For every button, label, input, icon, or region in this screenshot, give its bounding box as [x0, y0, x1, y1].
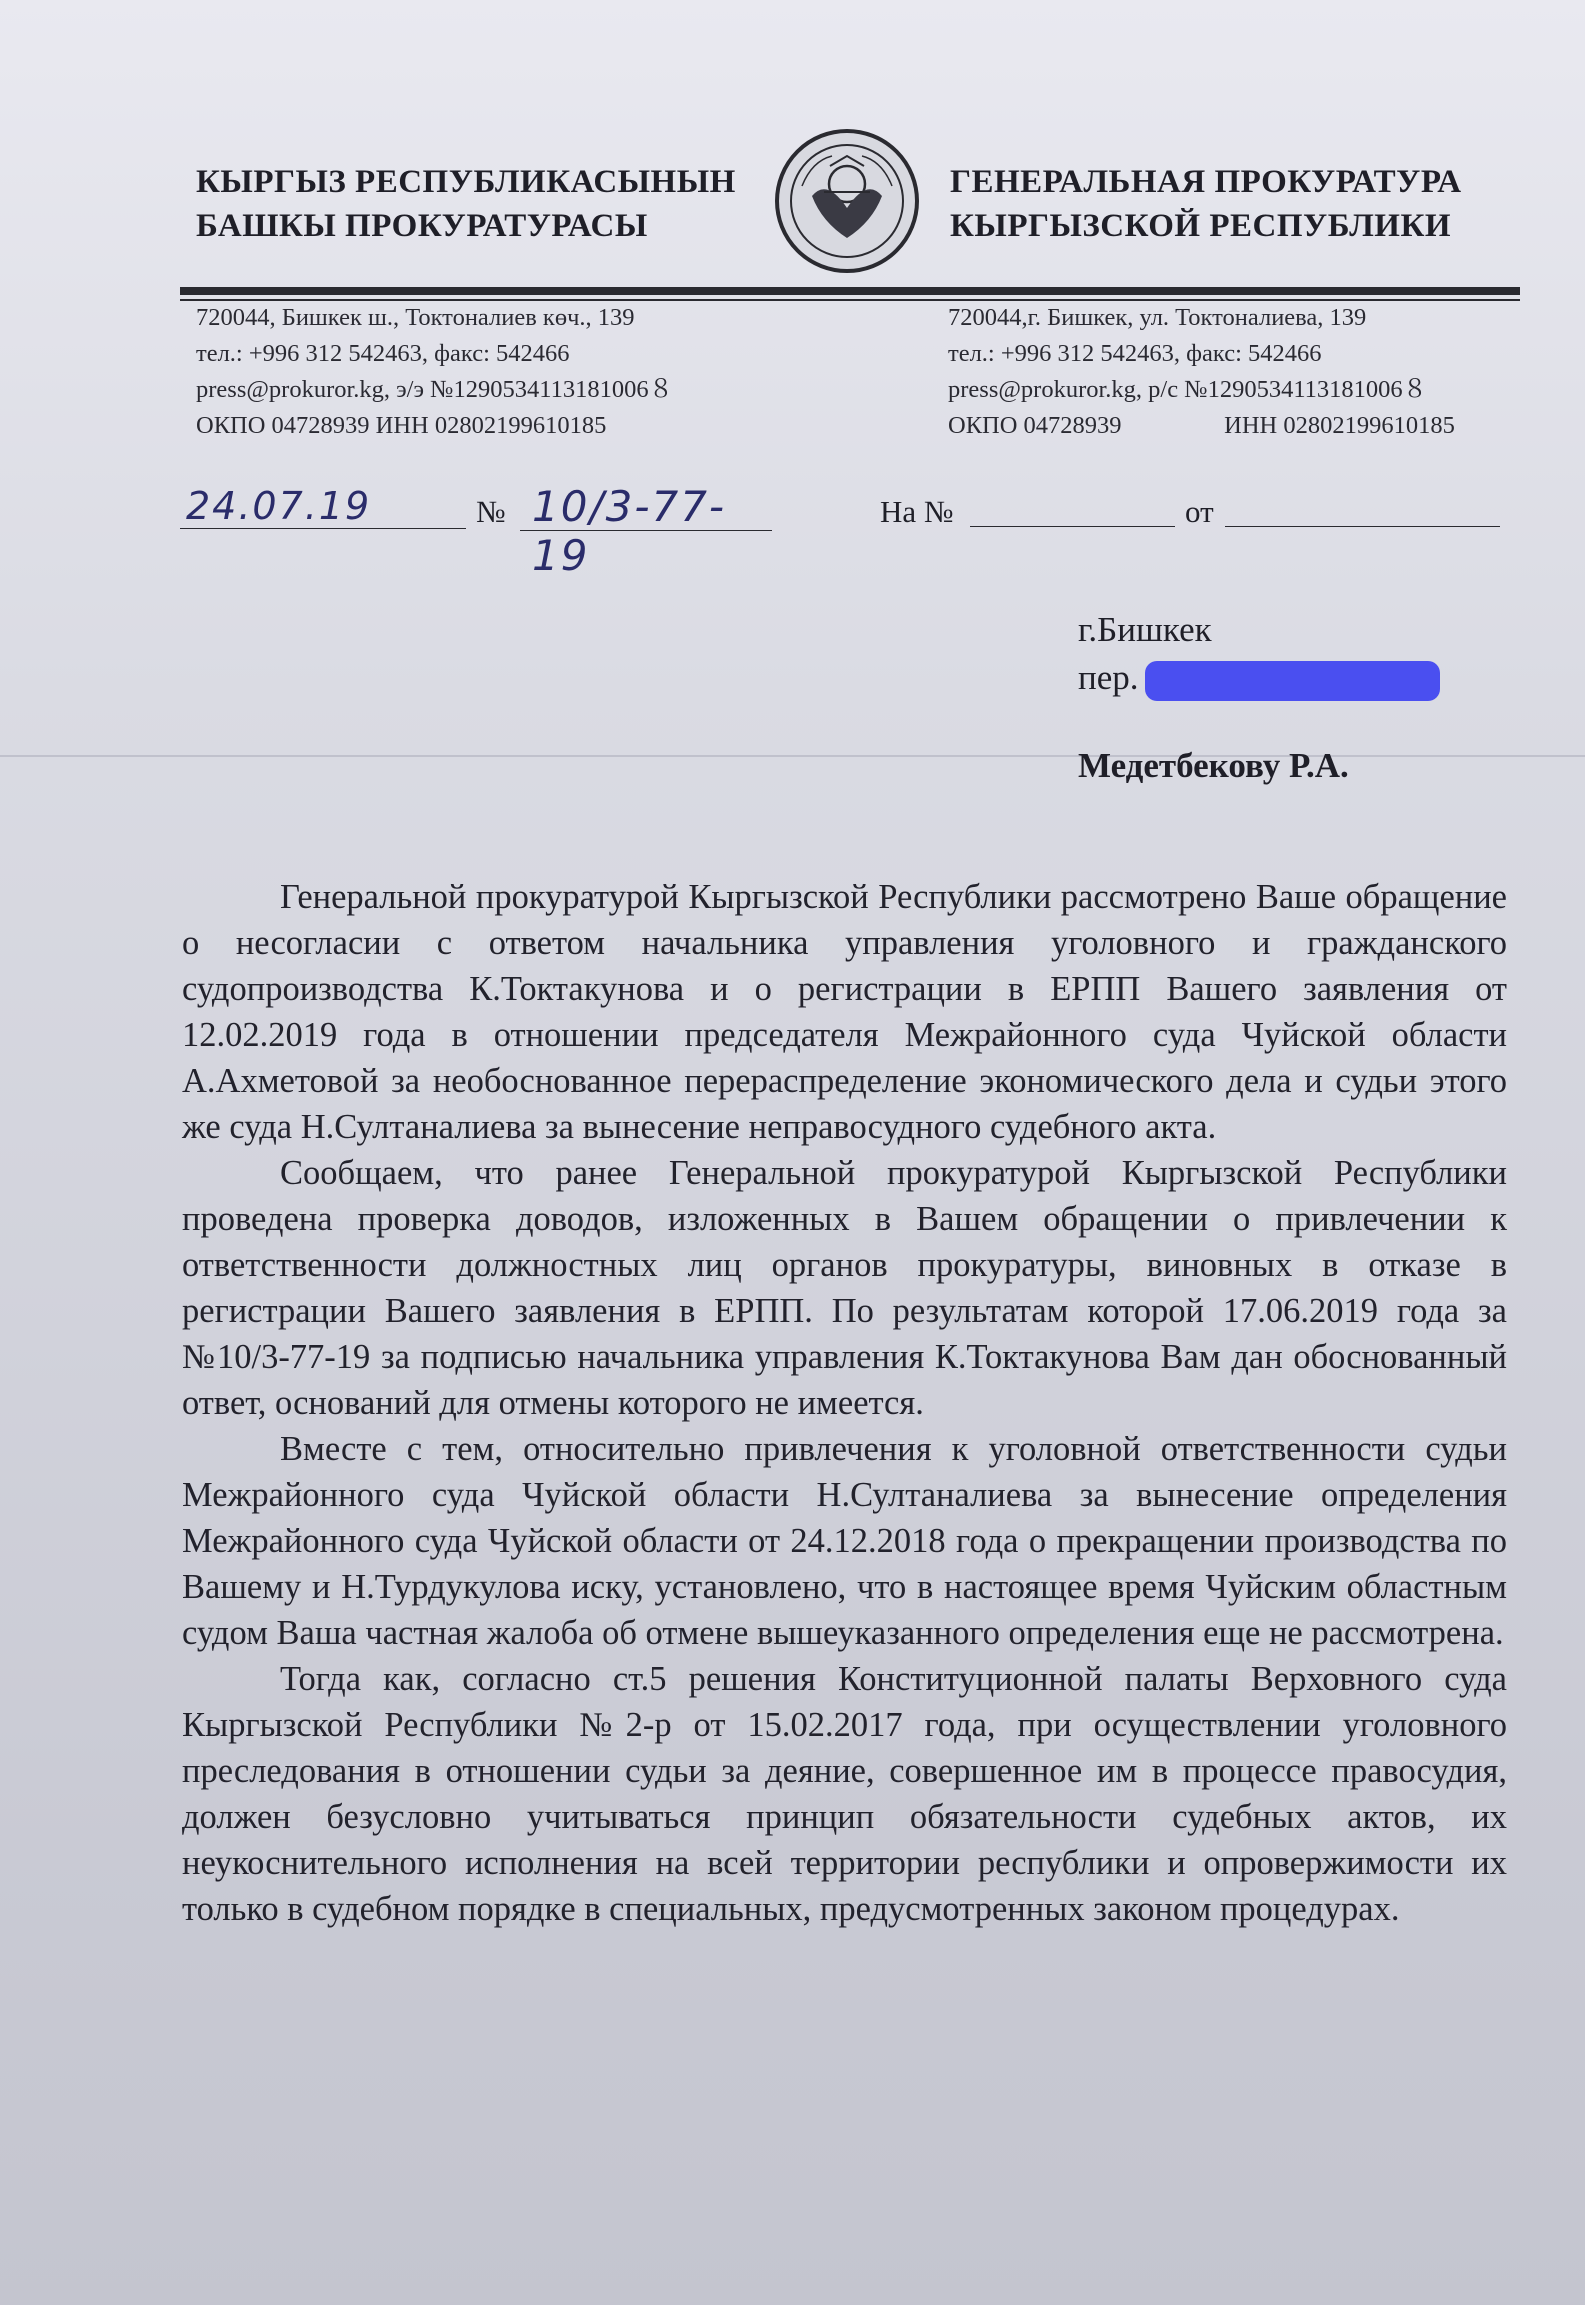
address-block-kyrgyz	[196, 300, 816, 444]
incoming-date-blank	[1225, 526, 1500, 527]
address-kg-line2: тел.: +996 312 542463, факс: 542466	[196, 340, 570, 367]
outgoing-number-handwritten: 10/3-77-19	[520, 482, 772, 531]
address-kg-line1: 720044, Бишкек ш., Токтоналиев көч., 139	[196, 304, 635, 331]
reference-line	[180, 482, 1520, 580]
header-kyrgyz-line2: БАШКЫ ПРОКУРАТУРАСЫ	[196, 208, 648, 244]
number-sign: №	[476, 494, 506, 529]
incoming-date-label: от	[1185, 494, 1214, 529]
redaction-block	[1145, 661, 1440, 701]
recipient-name: Медетбекову Р.А.	[1078, 746, 1349, 785]
address-ru-okpo: ОКПО 04728939	[948, 412, 1122, 439]
recipient-street-prefix: пер.	[1078, 658, 1139, 697]
header-kyrgyz-line1: КЫРГЫЗ РЕСПУБЛИКАСЫНЫН	[196, 164, 736, 200]
address-ru-line4	[948, 408, 1508, 444]
recipient-street	[1078, 654, 1440, 702]
state-emblem-icon	[772, 126, 922, 276]
letter-body	[182, 874, 1507, 1932]
address-kg-line4: ОКПО 04728939 ИНН 02802199610185	[196, 412, 607, 439]
address-ru-line3: press@prokuror.kg, р/с №1290534113181006８	[948, 376, 1428, 403]
header-russian-line1: ГЕНЕРАЛЬНАЯ ПРОКУРАТУРА	[950, 164, 1462, 200]
body-paragraph-3: Вместе с тем, относительно привлечения к уголовной ответственности судьи Межрайонного суда Чуйской области Н.Султаналиева за вынесение определения Межрайонного суда Чуйской области от 24.12.2018 года о прекращении производства по Вашему и Н.Турдукулова иску, установлено, что в настоящее время Чуйским областным судом Ваша частная жалоба об отмене вышеуказанного определения еще не рассмотрена.	[182, 1430, 1507, 1652]
address-ru-line1: 720044,г. Бишкек, ул. Токтоналиева, 139	[948, 304, 1367, 331]
incoming-number-blank	[970, 526, 1175, 527]
header-russian-line2: КЫРГЫЗСКОЙ РЕСПУБЛИКИ	[950, 208, 1452, 244]
outgoing-date-handwritten: 24.07.19	[180, 484, 466, 529]
incoming-number-label: На №	[880, 494, 954, 529]
recipient-city: г.Бишкек	[1078, 610, 1212, 649]
address-kg-line3: press@prokuror.kg, э/э №1290534113181006８	[196, 376, 674, 403]
address-block-russian	[948, 300, 1508, 444]
address-ru-inn: ИНН 02802199610185	[1224, 412, 1455, 439]
header-russian	[950, 160, 1510, 248]
body-paragraph-2: Сообщаем, что ранее Генеральной прокуратурой Кыргызской Республики проведена проверка доводов, изложенных в Вашем обращении о привлечении к ответственности должностных лиц органов прокуратуры, виновных в отказе в регистрации Вашего заявления в ЕРПП. По результатам которой 17.06.2019 года за №10/3-77-19 за подписью начальника управления К.Токтакунова Вам дан обоснованный ответ, оснований для отмены которого не имеется.	[182, 1154, 1507, 1422]
header-rule-thick	[180, 287, 1520, 295]
body-paragraph-1: Генеральной прокуратурой Кыргызской Республики рассмотрено Ваше обращение о несогласии с ответом начальника управления уголовного и гражданского судопроизводства К.Токтакунова и о регистрации в ЕРПП Вашего заявления от 12.02.2019 года в отношении председателя Межрайонного суда Чуйской области А.Ахметовой за необоснованное перераспределение экономического дела и судьи этого же суда Н.Султаналиева за вынесение неправосудного судебного акта.	[182, 878, 1507, 1146]
address-ru-line2: тел.: +996 312 542463, факс: 542466	[948, 340, 1322, 367]
recipient-address	[1078, 606, 1440, 702]
body-paragraph-4: Тогда как, согласно ст.5 решения Конституционной палаты Верховного суда Кыргызской Республики №2-р от 15.02.2017 года, при осуществлении уголовного преследования в отношении судьи за деяние, совершенное им в процессе правосудия, должен безусловно учитываться принцип обязательности судебных актов, их неукоснительного исполнения на всей территории республики и опровержимости их только в судебном порядке в специальных, предусмотренных законом процедурах.	[182, 1660, 1507, 1928]
header-kyrgyz	[196, 160, 756, 248]
